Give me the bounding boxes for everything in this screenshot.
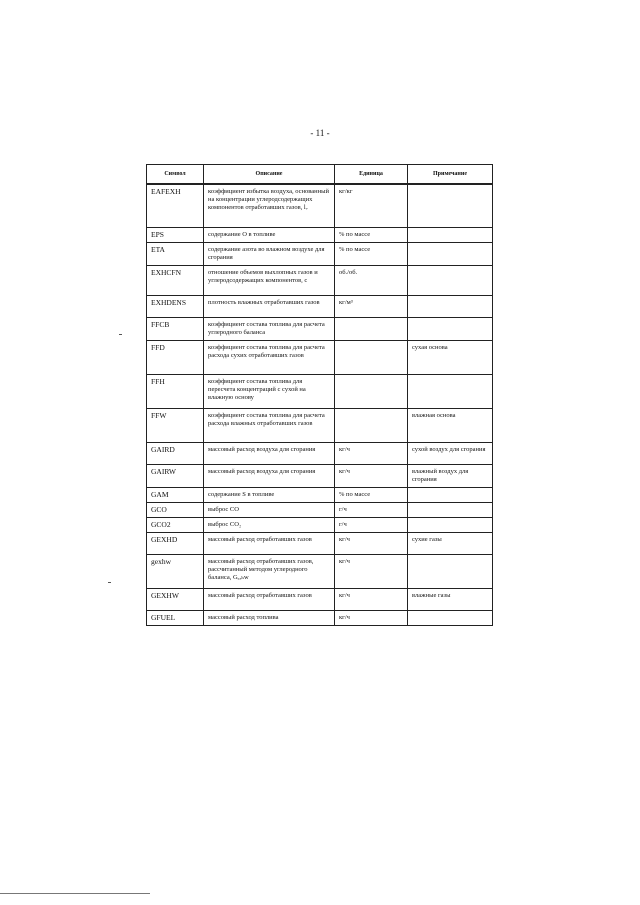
- table-row: [147, 464, 493, 487]
- table-row: [147, 442, 493, 464]
- table-row: [147, 517, 493, 532]
- row-unit: г/ч: [335, 517, 408, 532]
- row-note: [408, 554, 493, 588]
- table-row: [147, 184, 493, 227]
- row-description: коэффициент состава топлива для расчета расхода влажных отработавших газов: [204, 408, 335, 442]
- row-description: массовый расход воздуха для сгорания: [204, 442, 335, 464]
- table-row: [147, 374, 493, 408]
- row-note: сухой воздух для сгорания: [408, 442, 493, 464]
- row-unit: [335, 374, 408, 408]
- row-note: [408, 502, 493, 517]
- header-description: Описание: [204, 165, 335, 185]
- row-symbol: EPS: [147, 227, 204, 242]
- row-note: [408, 487, 493, 502]
- page-number: - 11 -: [310, 128, 330, 138]
- row-symbol: EXHCFN: [147, 265, 204, 295]
- row-note: [408, 184, 493, 227]
- row-description: содержание азота во влажном воздухе для сгорания: [204, 242, 335, 265]
- row-description: плотность влажных отработавших газов: [204, 295, 335, 317]
- row-unit: % по массе: [335, 242, 408, 265]
- row-description: коэффициент состава топлива для расчета расхода сухих отработавших газов: [204, 340, 335, 374]
- row-note: [408, 317, 493, 340]
- table-row: [147, 295, 493, 317]
- row-unit: кг/ч: [335, 554, 408, 588]
- row-symbol: GCO: [147, 502, 204, 517]
- row-symbol: GAIRW: [147, 464, 204, 487]
- row-note: влажная основа: [408, 408, 493, 442]
- row-description: массовый расход отработавших газов, рассчитанный методом углеродного баланса, Gₑₓₕw: [204, 554, 335, 588]
- row-description: отношение объемов выхлопных газов и углеродсодержащих компонентов, с: [204, 265, 335, 295]
- table-row: [147, 487, 493, 502]
- header-unit: Единица: [335, 165, 408, 185]
- row-symbol: FFD: [147, 340, 204, 374]
- row-description: массовый расход воздуха для сгорания: [204, 464, 335, 487]
- table-row: [147, 242, 493, 265]
- row-symbol: gexhw: [147, 554, 204, 588]
- row-symbol: FFW: [147, 408, 204, 442]
- footnote-rule: [0, 893, 150, 894]
- row-unit: кг/ч: [335, 588, 408, 610]
- table-row: [147, 340, 493, 374]
- row-description: массовый расход топлива: [204, 610, 335, 625]
- table-row: [147, 502, 493, 517]
- row-unit: кг/м³: [335, 295, 408, 317]
- row-unit: % по массе: [335, 487, 408, 502]
- row-note: [408, 265, 493, 295]
- row-description: выброс CO: [204, 502, 335, 517]
- margin-mark: [108, 582, 111, 583]
- row-description: массовый расход отработавших газов: [204, 588, 335, 610]
- table-row: [147, 588, 493, 610]
- row-unit: кг/ч: [335, 464, 408, 487]
- row-note: [408, 517, 493, 532]
- header-note: Примечание: [408, 165, 493, 185]
- row-note: [408, 227, 493, 242]
- row-note: сухие газы: [408, 532, 493, 554]
- row-symbol: ETA: [147, 242, 204, 265]
- row-note: [408, 295, 493, 317]
- row-symbol: GEXHW: [147, 588, 204, 610]
- table-row: [147, 317, 493, 340]
- row-symbol: EXHDENS: [147, 295, 204, 317]
- row-description: коэффициент состава топлива для пересчета концентраций с сухой на влажную основу: [204, 374, 335, 408]
- row-symbol: GCO2: [147, 517, 204, 532]
- row-unit: [335, 408, 408, 442]
- row-unit: г/ч: [335, 502, 408, 517]
- row-description: коэффициент избытка воздуха, основанный на концентрации углеродсодержащих компонентов отработавших газов, lᵥ: [204, 184, 335, 227]
- table-header-row: [147, 165, 493, 185]
- row-symbol: GFUEL: [147, 610, 204, 625]
- table-row: [147, 408, 493, 442]
- symbol-table: [146, 164, 493, 626]
- row-unit: об./об.: [335, 265, 408, 295]
- row-note: [408, 374, 493, 408]
- row-description: массовый расход отработавших газов: [204, 532, 335, 554]
- row-note: [408, 242, 493, 265]
- row-unit: кг/ч: [335, 442, 408, 464]
- margin-mark: [119, 334, 122, 335]
- row-note: [408, 610, 493, 625]
- row-symbol: GEXHD: [147, 532, 204, 554]
- row-symbol: GAM: [147, 487, 204, 502]
- row-symbol: EAFEXH: [147, 184, 204, 227]
- row-note: влажный воздух для сгорания: [408, 464, 493, 487]
- table-row: [147, 554, 493, 588]
- row-unit: % по массе: [335, 227, 408, 242]
- row-symbol: GAIRD: [147, 442, 204, 464]
- row-description: коэффициент состава топлива для расчета углеродного баланса: [204, 317, 335, 340]
- table-row: [147, 610, 493, 625]
- row-note: сухая основа: [408, 340, 493, 374]
- row-symbol: FFH: [147, 374, 204, 408]
- header-symbol: Символ: [147, 165, 204, 185]
- row-description: содержание S в топливе: [204, 487, 335, 502]
- row-unit: кг/ч: [335, 610, 408, 625]
- row-description: выброс CO₂: [204, 517, 335, 532]
- row-symbol: FFCB: [147, 317, 204, 340]
- row-description: содержание О в топливе: [204, 227, 335, 242]
- row-unit: кг/ч: [335, 532, 408, 554]
- row-unit: [335, 317, 408, 340]
- table-row: [147, 227, 493, 242]
- table-row: [147, 265, 493, 295]
- row-unit: кг/кг: [335, 184, 408, 227]
- row-note: влажные газы: [408, 588, 493, 610]
- row-unit: [335, 340, 408, 374]
- table-row: [147, 532, 493, 554]
